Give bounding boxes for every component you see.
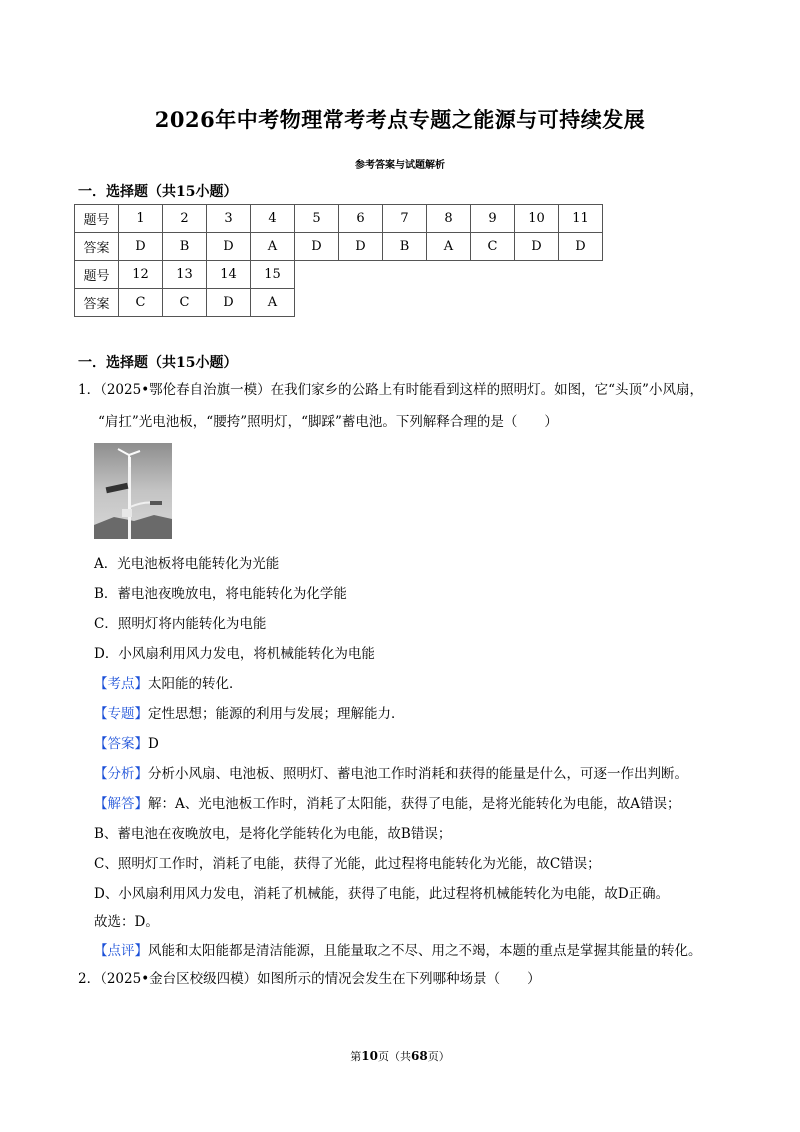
table-empty [295, 289, 603, 317]
table-cell: C [119, 289, 163, 317]
table-row [75, 261, 603, 289]
table-cell: D [339, 233, 383, 261]
section-title: 一．选择题（共15小题） [78, 184, 238, 200]
option-b: B．蓄电池夜晚放电，将电能转化为化学能 [94, 586, 347, 602]
table-row [75, 205, 603, 233]
question-2-line-1: 2．（2025•金台区校级四模）如图所示的情况会发生在下列哪种场景（ ） [78, 971, 541, 987]
zhuanti-row [94, 707, 405, 722]
solution-b: B、蓄电池在夜晚放电，是将化学能转化为电能，故B错误； [94, 826, 452, 842]
table-cell: 4 [251, 205, 295, 233]
footer-prefix: 第 [350, 1050, 362, 1063]
kaodian-row [94, 677, 243, 692]
table-cell: D [207, 233, 251, 261]
table-cell: 2 [163, 205, 207, 233]
table-cell: 8 [427, 205, 471, 233]
section-title-2: 一．选择题（共15小题） [78, 355, 238, 371]
table-cell: A [427, 233, 471, 261]
question-1-line-2: “肩扛”光电池板，“腰挎”照明灯，“脚踩”蓄电池。下列解释合理的是（ ） [98, 414, 558, 430]
footer-suffix: 页） [427, 1050, 450, 1063]
table-cell: 11 [559, 205, 603, 233]
kaodian-tag: 【考点】 [94, 676, 148, 692]
table-cell: B [383, 233, 427, 261]
streetlight-photo [94, 443, 172, 539]
solution-d: D、小风扇利用风力发电，消耗了机械能，获得了电能，此过程将机械能转化为电能，故D正确。 [94, 886, 670, 902]
document-title: 2026年中考物理常考考点专题之能源与可持续发展 [154, 107, 646, 132]
solution-c: C、照明灯工作时，消耗了电能，获得了光能，此过程将电能转化为光能，故C错误； [94, 856, 601, 872]
option-d: D．小风扇利用风力发电，将机械能转化为电能 [94, 646, 375, 662]
solution-row [94, 797, 681, 812]
table-cell-label: 答案 [75, 289, 119, 317]
option-c: C．照明灯将内能转化为电能 [94, 616, 267, 632]
table-cell: 3 [207, 205, 251, 233]
table-row [75, 233, 603, 261]
solution-tag: 【解答】 [94, 796, 148, 812]
table-cell: 6 [339, 205, 383, 233]
answer-text: D [148, 736, 159, 752]
page-footer [0, 1048, 800, 1064]
answer-tag: 【答案】 [94, 736, 148, 752]
comment-text: 风能和太阳能都是清洁能源，且能量取之不尽、用之不竭，本题的重点是掌握其能量的转化。 [148, 943, 702, 959]
footer-page-number: 10 [361, 1049, 378, 1063]
analysis-tag: 【分析】 [94, 766, 148, 782]
table-cell: 7 [383, 205, 427, 233]
table-cell: D [515, 233, 559, 261]
zhuanti-text: 定性思想；能源的利用与发展；理解能力． [148, 706, 405, 722]
answer-row [94, 737, 159, 752]
final-choice: 故选：D。 [94, 914, 159, 930]
answer-table [74, 204, 603, 317]
table-cell: C [163, 289, 207, 317]
table-cell: B [163, 233, 207, 261]
table-cell: D [295, 233, 339, 261]
table-cell: 5 [295, 205, 339, 233]
table-cell: D [119, 233, 163, 261]
document-subtitle: 参考答案与试题解析 [355, 160, 445, 171]
table-cell: A [251, 233, 295, 261]
table-cell-label: 题号 [75, 205, 119, 233]
option-a: A．光电池板将电能转化为光能 [94, 556, 280, 572]
question-1-line-1: 1．（2025•鄂伦春自治旗一模）在我们家乡的公路上有时能看到这样的照明灯。如图，它“头顶”小风扇， [78, 382, 703, 398]
table-cell: D [207, 289, 251, 317]
table-cell: D [559, 233, 603, 261]
table-cell: 1 [119, 205, 163, 233]
kaodian-text: 太阳能的转化． [148, 676, 243, 692]
table-cell-label: 答案 [75, 233, 119, 261]
table-cell: 9 [471, 205, 515, 233]
analysis-row [94, 767, 688, 782]
table-empty [295, 261, 603, 289]
table-cell: C [471, 233, 515, 261]
analysis-text: 分析小风扇、电池板、照明灯、蓄电池工作时消耗和获得的能量是什么，可逐一作出判断。 [148, 766, 688, 782]
footer-mid: 页（共 [378, 1050, 411, 1063]
table-cell: 14 [207, 261, 251, 289]
comment-row [94, 944, 702, 959]
table-cell-label: 题号 [75, 261, 119, 289]
table-cell: 10 [515, 205, 559, 233]
table-row [75, 289, 603, 317]
footer-total-pages: 68 [411, 1049, 428, 1063]
table-cell: 12 [119, 261, 163, 289]
solution-text: 解：A、光电池板工作时，消耗了太阳能，获得了电能，是将光能转化为电能，故A错误； [148, 796, 681, 812]
table-cell: 15 [251, 261, 295, 289]
table-cell: 13 [163, 261, 207, 289]
comment-tag: 【点评】 [94, 943, 148, 959]
zhuanti-tag: 【专题】 [94, 706, 148, 722]
table-cell: A [251, 289, 295, 317]
